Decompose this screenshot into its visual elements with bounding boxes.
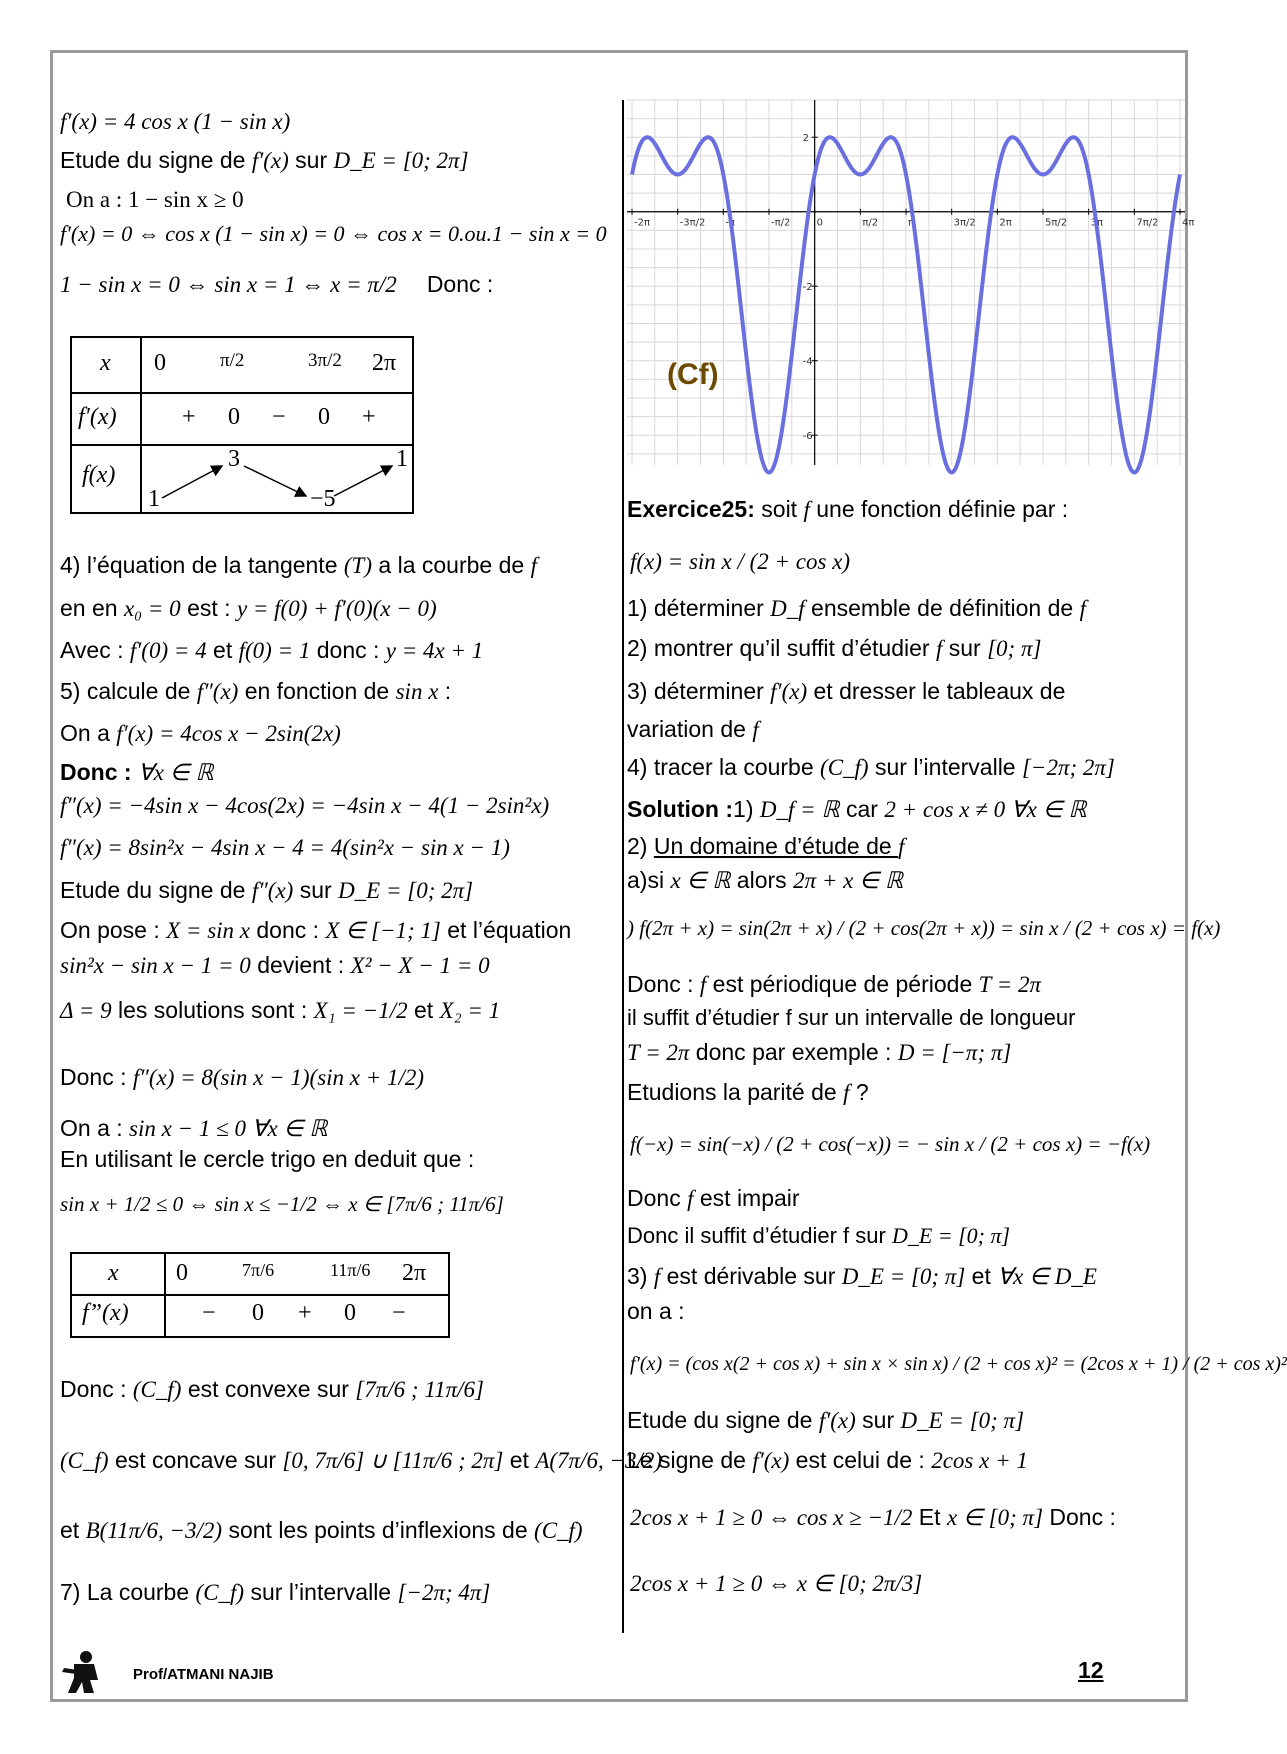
table-x3: 2π xyxy=(372,350,397,376)
periodicity-condition: a)si x ∈ ℝ alors 2π + x ∈ ℝ xyxy=(627,867,904,893)
x-tick-label: 2π xyxy=(999,217,1012,229)
question-3-cont: variation de f xyxy=(627,716,759,742)
table2-sign-3: − xyxy=(392,1300,406,1326)
derivative-sign-heading: Etude du signe de f′(x) sur D_E = [0; π] xyxy=(627,1407,1025,1433)
condition-line: On a : 1 − sin x ≥ 0 xyxy=(66,187,244,212)
on-a-line: on a : xyxy=(627,1298,685,1324)
derivative-computation: f′(x) = (cos x(2 + cos x) + sin x × sin x) / (2 + cos x)² = (2cos x + 1) / (2 + cos x)² xyxy=(630,1353,1287,1375)
tangent-line-1: 4) l’équation de la tangente (T) a la courbe de f xyxy=(60,552,537,578)
x-tick-label: 4π xyxy=(1181,217,1195,229)
table-x1: π/2 xyxy=(220,350,245,371)
tangent-line-2: en en x₀ = 0 est : y = f(0) + f′(0)(x − 0) xyxy=(60,595,437,621)
value-3: 1 xyxy=(396,446,408,472)
y-tick-label: 2 xyxy=(802,133,810,145)
x-tick-label: -π xyxy=(725,217,735,229)
interval-length-line: il suffit d’étudier f sur un intervalle de longueur xyxy=(627,1005,1076,1030)
value-0: 1 xyxy=(148,486,160,512)
table2-zero-1: 0 xyxy=(252,1300,264,1326)
x-tick-label: π/2 xyxy=(862,217,879,229)
x-tick-label: 0 xyxy=(816,217,824,229)
function-graph xyxy=(627,100,1195,465)
second-derivative-2: f″(x) = 8sin²x − 4sin x − 4 = 4(sin²x − sin x − 1) xyxy=(60,835,510,860)
table2-x0: 0 xyxy=(176,1260,188,1286)
table2-sign-2: + xyxy=(298,1300,312,1326)
zero-2: 0 xyxy=(318,404,330,430)
table2-x-label: x xyxy=(108,1260,119,1286)
derivative-formula: f′(x) = 4 cos x (1 − sin x) xyxy=(60,109,291,134)
table2-x2: 11π/6 xyxy=(330,1260,371,1280)
concave-line: (C_f) est concave sur [0, 7π/6] ∪ [11π/6 ; 2π] et A(7π/6, −3/2) xyxy=(60,1447,663,1473)
example-domain-line: T = 2π donc par exemple : D = [−π; π] xyxy=(627,1039,1012,1065)
table-x0: 0 xyxy=(154,350,166,376)
table-x-label: x xyxy=(100,350,111,376)
table2-fsecond-label: f”(x) xyxy=(82,1300,129,1326)
x-tick-label: 3π/2 xyxy=(953,217,976,229)
sign-sinx-line: On a : sin x − 1 ≤ 0 ∀x ∈ ℝ xyxy=(60,1115,328,1141)
substitution-line: On pose : X = sin x donc : X ∈ [−1; 1] et l’équation xyxy=(60,917,572,943)
x-tick-label: -3π/2 xyxy=(679,217,706,229)
question-4: 4) tracer la courbe (C_f) sur l’intervalle [−2π; 2π] xyxy=(627,754,1115,780)
parity-heading: Etudions la parité de f ? xyxy=(627,1079,869,1105)
y-tick-label: -6 xyxy=(802,431,813,443)
sign-3: + xyxy=(362,404,376,430)
convex-line: Donc : (C_f) est convexe sur [7π/6 ; 11π/6] xyxy=(60,1376,484,1402)
curve-label: (Cf) xyxy=(667,358,719,391)
author-name: Prof/ATMANI NAJIB xyxy=(133,1666,274,1683)
second-sign-heading: Etude du signe de f″(x) sur D_E = [0; 2π] xyxy=(60,877,474,903)
question-1: 1) déterminer D_f ensemble de définition de f xyxy=(627,595,1086,621)
table2-x1: 7π/6 xyxy=(242,1260,275,1280)
sign-study-heading: Etude du signe de f′(x) sur D_E = [0; 2π] xyxy=(60,147,469,173)
x-tick-label: 5π/2 xyxy=(1044,217,1068,229)
table-x2: 3π/2 xyxy=(308,350,342,371)
trigo-circle-line: En utilisant le cercle trigo en deduit que : xyxy=(60,1146,475,1172)
x-tick-label: 3π xyxy=(1090,217,1104,229)
domain-study-heading: 2) Un domaine d’étude de f xyxy=(627,833,905,859)
question-3: 3) déterminer f′(x) et dresser le tableaux de xyxy=(627,678,1066,704)
table2-x3: 2π xyxy=(402,1260,427,1286)
x-tick-label: 7π/2 xyxy=(1136,217,1159,229)
second-derivative-1: f″(x) = −4sin x − 4cos(2x) = −4sin x − 4(1 − 2sin²x) xyxy=(60,793,550,818)
table2-zero-2: 0 xyxy=(344,1300,356,1326)
curve-heading: 7) La courbe (C_f) sur l’intervalle [−2π; 4π] xyxy=(60,1579,491,1605)
derivability-line: 3) f est dérivable sur D_E = [0; π] et ∀x ∈ D_E xyxy=(627,1263,1097,1289)
discriminant-line: Δ = 9 les solutions sont : X₁ = −1/2 et X₂ = 1 xyxy=(60,997,501,1023)
study-domain-line: Donc il suffit d’étudier f sur D_E = [0; π] xyxy=(627,1223,1011,1248)
x-tick-label: -π/2 xyxy=(770,217,791,229)
first-derivative-expanded: On a f′(x) = 4cos x − 2sin(2x) xyxy=(60,720,341,746)
variation-table-f xyxy=(70,336,414,514)
cosine-inequality: 2cos x + 1 ≥ 0 ⇔ cos x ≥ −1/2 Et x ∈ [0; π] Donc : xyxy=(630,1504,1116,1530)
sign-table-fsecond xyxy=(70,1252,450,1338)
x-tick-label: -2π xyxy=(634,217,650,229)
x-tick-label: π xyxy=(907,217,915,229)
table-f-label: f(x) xyxy=(82,462,116,488)
interval-line: sin x + 1/2 ≤ 0 ⇔ sin x ≤ −1/2 ⇔ x ∈ [7π/6 ; 11π/6] xyxy=(60,1192,504,1216)
forall-line: Donc : ∀x ∈ ℝ xyxy=(60,759,214,785)
value-1: 3 xyxy=(228,446,240,472)
author-logo-icon xyxy=(60,1648,104,1694)
page-number: 12 xyxy=(1078,1657,1104,1683)
sign-1: + xyxy=(182,404,196,430)
value-2: −5 xyxy=(310,486,336,512)
inflexion-line: et B(11π/6, −3/2) sont les points d’inflexions de (C_f) xyxy=(60,1517,583,1543)
function-definition: f(x) = sin x / (2 + cos x) xyxy=(630,549,851,574)
column-divider xyxy=(622,100,624,1633)
variation-arrows xyxy=(72,338,412,512)
factored-line: Donc : f″(x) = 8(sin x − 1)(sin x + 1/2) xyxy=(60,1064,425,1090)
zero-1: 0 xyxy=(228,404,240,430)
equivalence-line: f′(x) = 0 ⇔ cos x (1 − sin x) = 0 ⇔ cos x = 0.ou.1 − sin x = 0 xyxy=(60,221,607,246)
odd-conclusion: Donc f est impair xyxy=(627,1185,800,1211)
solution-1: Solution :1) D_f = ℝ car 2 + cos x ≠ 0 ∀x ∈ ℝ xyxy=(627,796,1087,822)
sign-2: − xyxy=(272,404,286,430)
y-tick-label: -2 xyxy=(802,282,813,294)
quadratic-line: sin²x − sin x − 1 = 0 devient : X² − X − 1 = 0 xyxy=(60,952,490,978)
final-interval: 2cos x + 1 ≥ 0 ⇔ x ∈ [0; 2π/3] xyxy=(630,1571,923,1596)
period-line: Donc : f est périodique de période T = 2π xyxy=(627,971,1042,997)
second-derivative-heading: 5) calcule de f″(x) en fonction de sin x : xyxy=(60,678,452,704)
table-fprime-label: f′(x) xyxy=(78,404,117,430)
tangent-line-3: Avec : f′(0) = 4 et f(0) = 1 donc : y = 4x + 1 xyxy=(60,637,484,663)
solution-line: 1 − sin x = 0 ⇔ sin x = 1 ⇔ x = π/2 Donc : xyxy=(60,271,494,297)
parity-proof: f(−x) = sin(−x) / (2 + cos(−x)) = − sin x / (2 + cos x) = −f(x) xyxy=(630,1132,1151,1156)
question-2: 2) montrer qu’il suffit d’étudier f sur [0; π] xyxy=(627,635,1042,661)
sign-equivalent-line: Le signe de f′(x) est celui de : 2cos x + 1 xyxy=(627,1447,1028,1473)
table2-sign-1: − xyxy=(202,1300,216,1326)
y-tick-label: -4 xyxy=(802,356,813,368)
periodicity-proof: ) f(2π + x) = sin(2π + x) / (2 + cos(2π + x)) = sin x / (2 + cos x) = f(x) xyxy=(627,916,1221,940)
exercise-heading: Exercice25: soit f une fonction définie par : xyxy=(627,496,1069,522)
